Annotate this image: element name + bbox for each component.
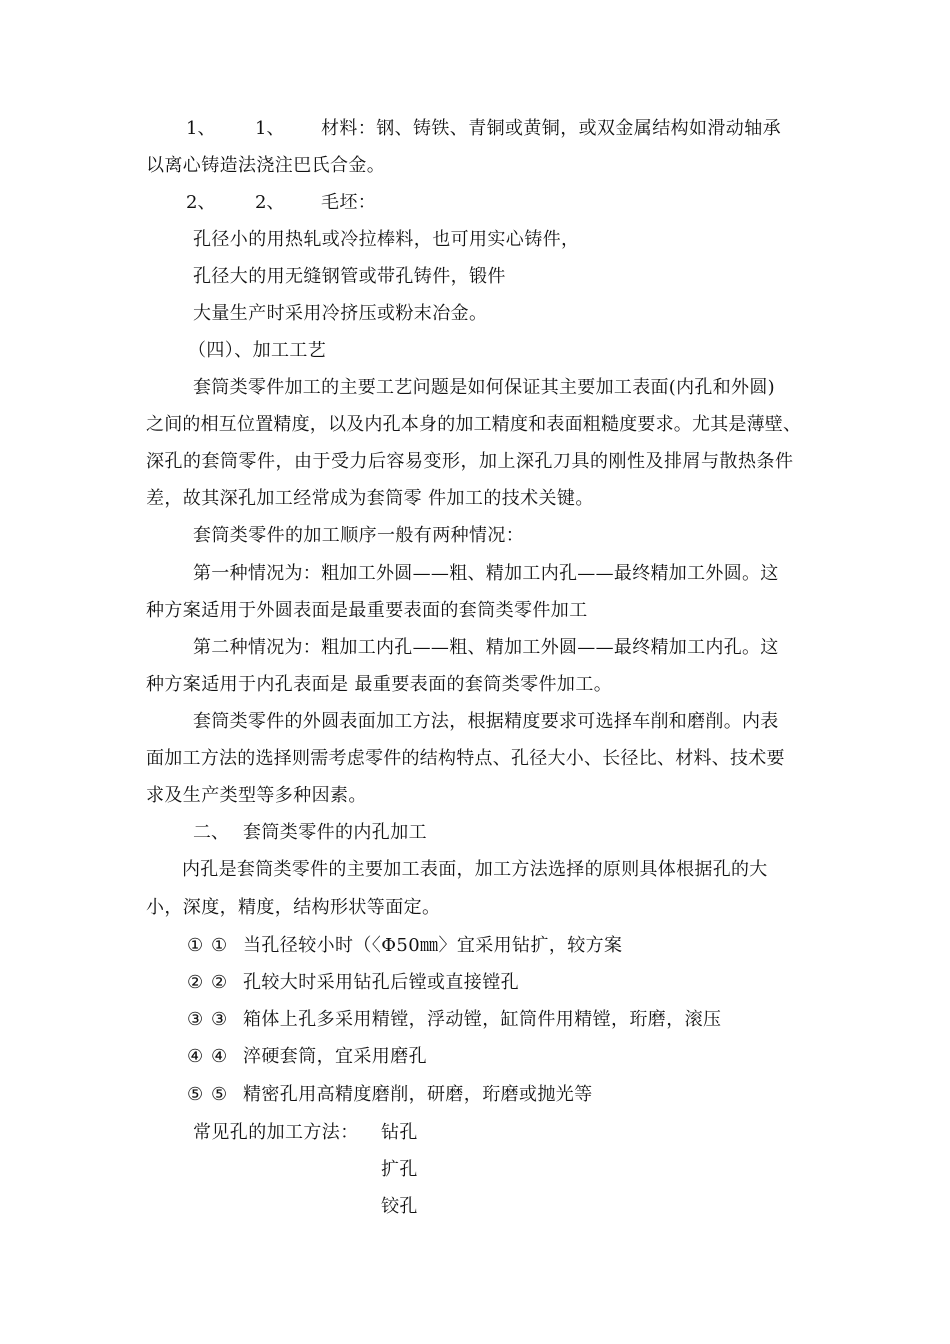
section-title: 套筒类零件的内孔加工 <box>243 822 427 843</box>
paragraph-line: 小，深度，精度，结构形状等面定。 <box>146 897 441 918</box>
paragraph-line: 差，故其深孔加工经常成为套筒零 件加工的技术关键。 <box>146 488 594 509</box>
circled-number: ④ <box>187 1046 204 1067</box>
paragraph-line: 套筒类零件的加工顺序一般有两种情况： <box>193 525 525 546</box>
paragraph-line: 深孔的套筒零件，由于受力后容易变形，加上深孔刀具的刚性及排屑与散热条件 <box>146 451 794 472</box>
method-item: 铰孔 <box>381 1196 418 1217</box>
list-item-text: 孔较大时采用钻孔后镗或直接镗孔 <box>243 972 519 993</box>
circled-number: ③ <box>187 1009 204 1030</box>
list-item-text: 箱体上孔多采用精镗，浮动镗，缸筒件用精镗，珩磨，滚压 <box>243 1009 722 1030</box>
paragraph-line: 第一种情况为：粗加工外圆——粗、精加工内孔——最终精加工外圆。这 <box>193 563 779 584</box>
circled-number: ① <box>211 935 228 956</box>
list-item-text: 淬硬套筒，宜采用磨孔 <box>243 1046 427 1067</box>
paragraph-line: 之间的相互位置精度，以及内孔本身的加工精度和表面粗糙度要求。尤其是薄壁、 <box>146 414 802 435</box>
list-item-text: 精密孔用高精度磨削，研磨，珩磨或抛光等 <box>243 1084 593 1105</box>
methods-label: 常见孔的加工方法： <box>193 1122 359 1143</box>
circled-number: ② <box>187 972 204 993</box>
list-number: 2、 <box>255 192 285 213</box>
circled-number: ① <box>187 935 204 956</box>
blank-line: 大量生产时采用冷挤压或粉末冶金。 <box>193 303 488 324</box>
paragraph-line: 第二种情况为：粗加工内孔——粗、精加工外圆——最终精加工内孔。这 <box>193 637 779 658</box>
blank-heading: 毛坯： <box>321 192 377 213</box>
paragraph-line: 种方案适用于内孔表面是 最重要表面的套筒类零件加工。 <box>146 674 613 695</box>
blank-line: 孔径大的用无缝钢管或带孔铸件，锻件 <box>193 266 506 287</box>
circled-number: ④ <box>211 1046 228 1067</box>
list-number: 2、 <box>186 192 216 213</box>
section-four-heading: （四）、加工工艺 <box>188 340 327 361</box>
paragraph-line: 种方案适用于外圆表面是最重要表面的套筒类零件加工 <box>146 600 588 621</box>
method-item: 钻孔 <box>381 1122 418 1143</box>
material-text: 材料：钢、铸铁、青铜或黄铜，或双金属结构如滑动轴承 <box>321 118 781 139</box>
list-number: 1、 <box>186 118 216 139</box>
blank-line: 孔径小的用热轧或冷拉棒料，也可用实心铸件， <box>193 229 580 250</box>
paragraph-line: 求及生产类型等多种因素。 <box>146 785 367 806</box>
paragraph-line: 面加工方法的选择则需考虑零件的结构特点、孔径大小、长径比、材料、技术要 <box>146 748 785 769</box>
material-text-continued: 以离心铸造法浇注巴氏合金。 <box>146 155 386 176</box>
list-number: 1、 <box>255 118 285 139</box>
paragraph-line: 套筒类零件的外圆表面加工方法，根据精度要求可选择车削和磨削。内表 <box>193 711 779 732</box>
paragraph-line: 套筒类零件加工的主要工艺问题是如何保证其主要加工表面(内孔和外圆) <box>193 377 775 398</box>
paragraph-line: 内孔是套筒类零件的主要加工表面，加工方法选择的原则具体根据孔的大 <box>182 859 768 880</box>
list-item-text: 当孔径较小时（〈Φ50㎜〉宜采用钻扩，较方案 <box>243 935 623 956</box>
circled-number: ③ <box>211 1009 228 1030</box>
section-number: 二、 <box>193 822 229 843</box>
circled-number: ⑤ <box>187 1084 204 1105</box>
method-item: 扩孔 <box>381 1159 418 1180</box>
circled-number: ② <box>211 972 228 993</box>
circled-number: ⑤ <box>211 1084 228 1105</box>
